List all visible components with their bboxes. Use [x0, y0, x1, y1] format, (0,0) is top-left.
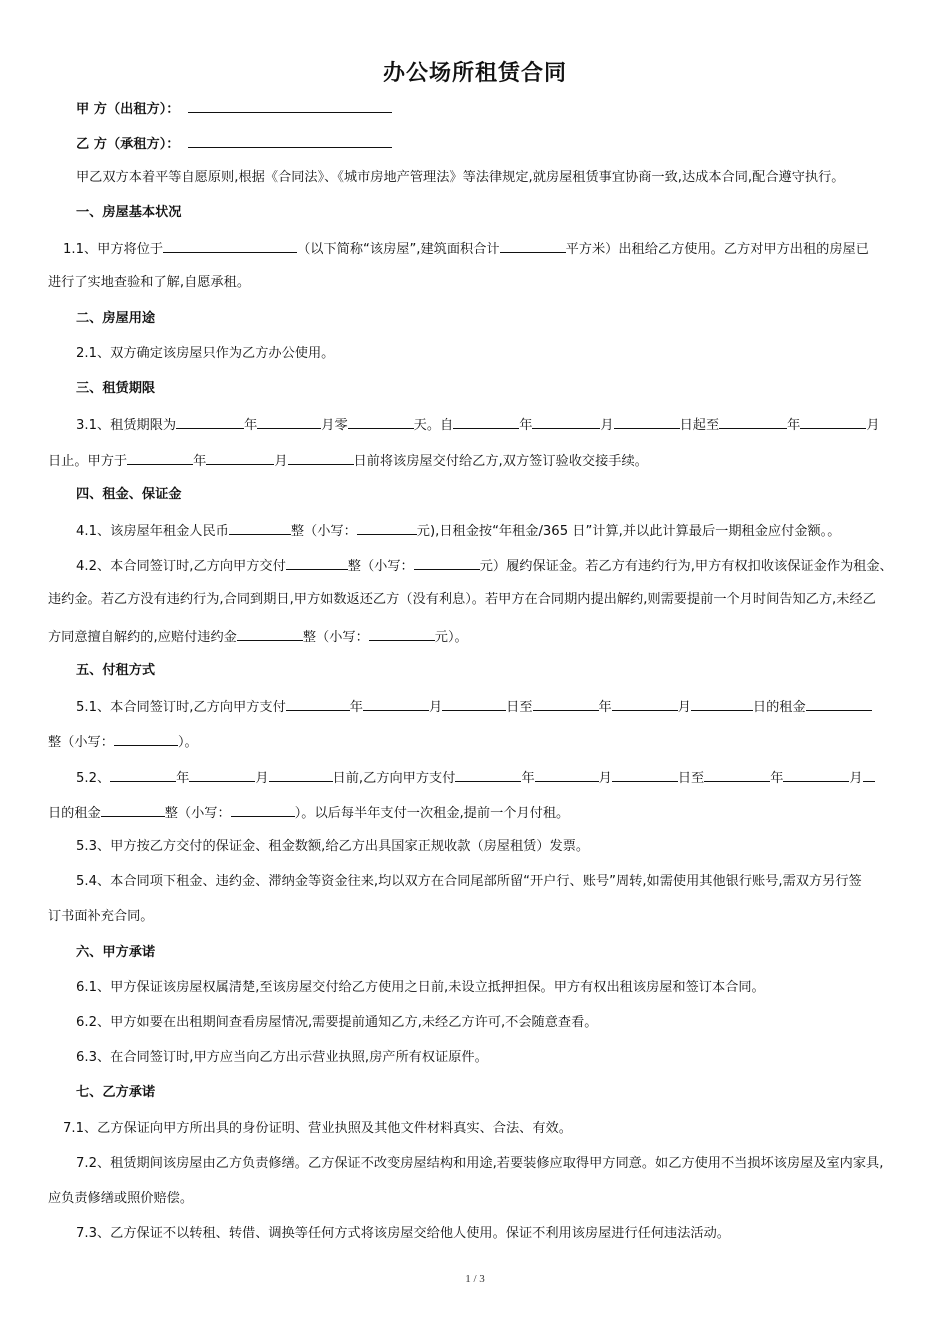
clause-4-2-line-2: 违约金。若乙方没有违约行为,合同到期日,甲方如数返还乙方（没有利息）。若甲方在合同期内提出解约,则需要提前一个月时间告知乙方,未经乙 [48, 592, 876, 607]
intro-paragraph: 甲乙双方本着平等自愿原则,根据《合同法》、《城市房地产管理法》等法律规定,就房屋租赁事宜协商一致,达成本合同,配合遵守执行。 [76, 170, 845, 185]
clause-5-4-line-2: 订书面补充合同。 [48, 909, 154, 924]
clause-1-1-line-1: 1.1、甲方将位于 （以下简称“该房屋”,建筑面积合计 平方米）出租给乙方使用。乙方对甲方出租的房屋已 [63, 238, 869, 260]
clause-2-1: 2.1、双方确定该房屋只作为乙方办公使用。 [76, 346, 335, 361]
section-1-heading: 一、房屋基本状况 [76, 205, 182, 220]
party-b-blank [188, 133, 392, 148]
section-6-heading: 六、甲方承诺 [76, 945, 156, 960]
clause-5-2-line-2: 日的租金 整（小写： ）。以后每半年支付一次租金,提前一个月付租。 [48, 802, 569, 824]
clause-4-2-line-3: 方同意擅自解约的,应赔付违约金 整（小写： 元）。 [48, 626, 468, 648]
party-a-label: 甲 方（出租方）： [76, 102, 180, 117]
clause-7-2-line-2: 应负责修缮或照价赔偿。 [48, 1191, 194, 1206]
section-4-heading: 四、租金、保证金 [76, 487, 182, 502]
page-title: 办公场所租赁合同 [382, 61, 567, 86]
clause-1-1-line-2: 进行了实地查验和了解,自愿承租。 [48, 275, 251, 290]
section-5-heading: 五、付租方式 [76, 663, 156, 678]
party-a-blank [188, 98, 392, 113]
party-a-row [76, 98, 392, 120]
clause-4-2-line-1: 4.2、本合同签订时,乙方向甲方交付 整（小写： 元）履约保证金。若乙方有违约行为,甲方有权扣收该保证金作为租金、 [76, 555, 893, 577]
clause-3-1-line-2: 日止。甲方于 年 月 日前将该房屋交付给乙方,双方签订验收交接手续。 [48, 450, 648, 472]
clause-3-1-line-1: 3.1、租赁期限为 年 月零 天。自 年 月 日起至 年 月 [76, 414, 880, 436]
party-b-row [76, 133, 392, 155]
section-7-heading: 七、乙方承诺 [76, 1085, 156, 1100]
clause-5-3: 5.3、甲方按乙方交付的保证金、租金数额,给乙方出具国家正规收款（房屋租赁）发票。 [76, 839, 590, 854]
section-2-heading: 二、房屋用途 [76, 311, 156, 326]
clause-7-1: 7.1、乙方保证向甲方所出具的身份证明、营业执照及其他文件材料真实、合法、有效。 [63, 1121, 572, 1136]
clause-5-1-line-1: 5.1、本合同签订时,乙方向甲方支付 年 月 日至 年 月 日的租金 [76, 696, 872, 718]
clause-6-1: 6.1、甲方保证该房屋权属清楚,至该房屋交付给乙方使用之日前,未设立抵押担保。甲方有权出租该房屋和签订本合同。 [76, 980, 765, 995]
clause-6-3: 6.3、在合同签订时,甲方应当向乙方出示营业执照,房产所有权证原件。 [76, 1050, 488, 1065]
page-number: 1 / 3 [465, 1273, 485, 1285]
clause-7-2-line-1: 7.2、租赁期间该房屋由乙方负责修缮。乙方保证不改变房屋结构和用途,若要装修应取得甲方同意。如乙方使用不当损坏该房屋及室内家具, [76, 1156, 884, 1171]
clause-4-1: 4.1、该房屋年租金人民币 整（小写： 元),日租金按“年租金/365 日”计算,并以此计算最后一期租金应付金额。。 [76, 520, 840, 542]
clause-6-2: 6.2、甲方如要在出租期间查看房屋情况,需要提前通知乙方,未经乙方许可,不会随意查看。 [76, 1015, 598, 1030]
party-b-label: 乙 方（承租方）： [76, 137, 180, 152]
clause-5-1-line-2: 整（小写： ）。 [48, 731, 198, 753]
clause-5-4-line-1: 5.4、本合同项下租金、违约金、滞纳金等资金往来,均以双方在合同尾部所留“开户行、账号”周转,如需使用其他银行账号,需双方另行签 [76, 874, 862, 889]
clause-7-3: 7.3、乙方保证不以转租、转借、调换等任何方式将该房屋交给他人使用。保证不利用该房屋进行任何违法活动。 [76, 1226, 730, 1241]
clause-5-2-line-1: 5.2、 年 月 日前,乙方向甲方支付 年 月 日至 年 月 [76, 767, 875, 789]
section-3-heading: 三、租赁期限 [76, 381, 156, 396]
